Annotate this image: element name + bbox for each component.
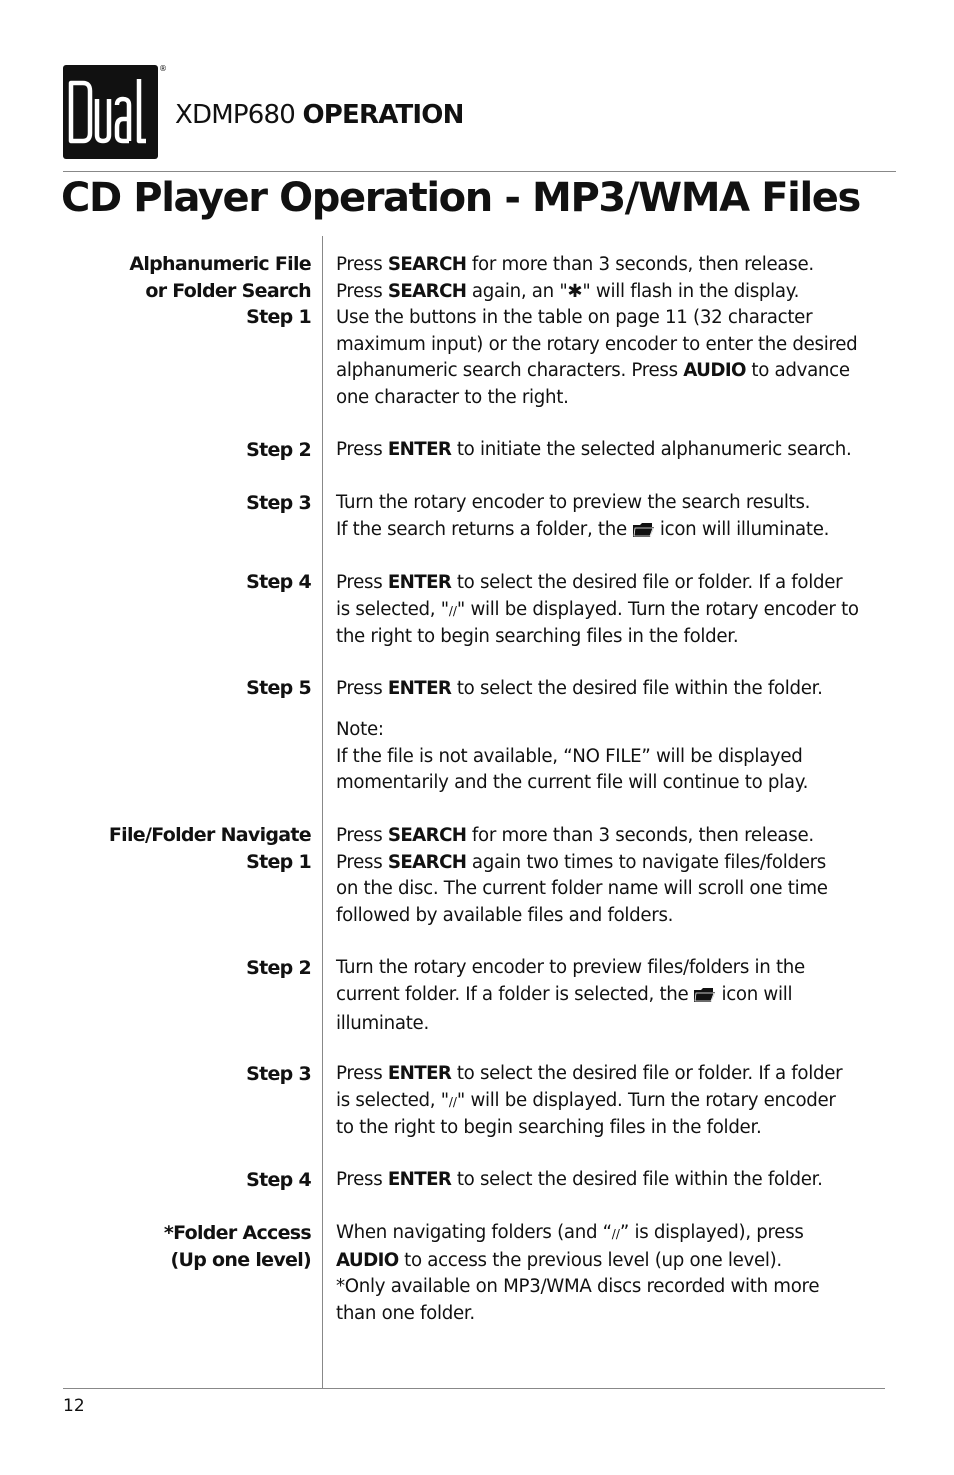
keyword-enter: ENTER	[387, 572, 452, 593]
text-alphanumeric-step-4	[336, 570, 884, 651]
registered-mark: ®	[159, 64, 167, 73]
text-fragment: Press	[336, 1063, 383, 1084]
label-nav-step-2: Step 2	[246, 957, 311, 979]
text-line: Turn the rotary encoder to preview files/folders in the	[336, 957, 805, 978]
label-line: (Up one level)	[170, 1248, 311, 1271]
text-note	[336, 717, 884, 797]
keyword-search: SEARCH	[387, 825, 467, 846]
text-fragment: again, an "	[471, 280, 568, 302]
text-fragment: ” is displayed), press	[619, 1222, 804, 1243]
text-line	[336, 1167, 884, 1194]
text-line: on the disc. The current folder name will scroll one time	[336, 878, 828, 899]
label-file-folder-navigate	[109, 822, 311, 875]
keyword-enter: ENTER	[387, 1169, 452, 1190]
text-fragment: current folder. If a folder is selected, the	[336, 983, 689, 1005]
label-nav-step-3: Step 3	[246, 1063, 311, 1085]
text-line	[336, 1220, 884, 1248]
text-line	[336, 252, 884, 279]
text-line	[336, 437, 884, 464]
text-fragment: icon will illuminate.	[659, 518, 830, 540]
folder-separator-symbol: //	[448, 1094, 457, 1109]
text-fragment: is selected, "	[336, 598, 449, 620]
label-alphanumeric-search	[129, 251, 311, 331]
keyword-enter: ENTER	[387, 678, 452, 699]
text-fragment: to select the desired file within the folder.	[456, 1169, 823, 1190]
label-step-2: Step 2	[246, 439, 311, 461]
text-alphanumeric-step-3	[336, 490, 884, 546]
label-nav-step-4: Step 4	[246, 1169, 311, 1191]
text-fragment: for more than 3 seconds, then release.	[471, 825, 814, 846]
text-fragment: Press	[336, 439, 383, 460]
text-line: If the file is not available, “NO FILE” will be displayed	[336, 745, 803, 767]
text-line: momentarily and the current file will continue to play.	[336, 772, 809, 793]
text-line: *Only available on MP3/WMA discs recorded with more	[336, 1276, 820, 1297]
keyword-audio: AUDIO	[683, 360, 746, 381]
text-line: maximum input) or the rotary encoder to enter the desired	[336, 333, 858, 355]
text-fragment: to advance	[751, 360, 850, 381]
text-alphanumeric-step-1	[336, 252, 884, 411]
keyword-enter: ENTER	[387, 1063, 452, 1084]
text-navigate-step-1	[336, 823, 884, 929]
text-fragment: " will be displayed. Turn the rotary encoder to	[456, 598, 859, 620]
text-line	[336, 358, 884, 385]
text-line	[336, 982, 884, 1012]
text-line	[336, 676, 884, 703]
column-divider	[322, 236, 323, 1388]
text-line: one character to the right.	[336, 386, 569, 408]
text-fragment: " will be displayed. Turn the rotary encoder	[456, 1089, 836, 1111]
label-line: Alphanumeric File	[129, 253, 311, 275]
folder-separator-symbol: //	[448, 603, 457, 618]
text-alphanumeric-step-5	[336, 676, 884, 703]
asterisk-symbol: ✱	[567, 280, 583, 302]
text-line	[336, 597, 884, 625]
text-line	[336, 517, 884, 547]
text-folder-access	[336, 1220, 884, 1327]
page-number: 12	[63, 1396, 85, 1416]
footer-divider	[63, 1388, 885, 1389]
text-fragment: Press	[336, 254, 383, 275]
text-line: Turn the rotary encoder to preview the search results.	[336, 492, 811, 513]
label-step-3: Step 3	[246, 492, 311, 514]
text-line	[336, 570, 884, 597]
text-fragment: again two times to navigate files/folders	[471, 851, 826, 873]
text-fragment: Press	[336, 280, 383, 302]
keyword-search: SEARCH	[387, 280, 467, 302]
keyword-audio: AUDIO	[336, 1249, 399, 1271]
text-fragment: for more than 3 seconds, then release.	[471, 254, 814, 275]
text-line	[336, 1248, 884, 1275]
text-fragment: to initiate the selected alphanumeric search.	[456, 439, 852, 460]
text-fragment: Press	[336, 1169, 383, 1190]
dual-logo-mark	[63, 65, 158, 159]
model-number: XDMP680	[175, 100, 295, 130]
section-name: OPERATION	[302, 100, 464, 130]
text-fragment: " will flash in the display.	[582, 280, 800, 302]
text-line: than one folder.	[336, 1302, 475, 1324]
text-line: Use the buttons in the table on page 11 (32 character	[336, 307, 813, 328]
text-line: to the right to begin searching files in the folder.	[336, 1117, 762, 1138]
label-line: *Folder Access	[163, 1222, 311, 1244]
text-navigate-step-3	[336, 1061, 884, 1142]
text-line	[336, 1061, 884, 1088]
page-title: CD Player Operation - MP3/WMA Files	[61, 175, 860, 221]
label-folder-access	[164, 1220, 311, 1273]
text-fragment: When navigating folders (and “	[336, 1222, 612, 1243]
label-step-4: Step 4	[246, 571, 311, 593]
keyword-search: SEARCH	[387, 254, 467, 275]
label-line: or Folder Search	[145, 279, 311, 302]
text-navigate-step-2	[336, 955, 884, 1038]
keyword-enter: ENTER	[387, 439, 452, 460]
text-fragment: is selected, "	[336, 1089, 449, 1111]
keyword-search: SEARCH	[387, 851, 467, 873]
text-fragment: alphanumeric search characters. Press	[336, 360, 678, 381]
text-fragment: to select the desired file within the folder.	[456, 678, 823, 699]
text-fragment: Press	[336, 851, 383, 873]
label-line: Step 1	[246, 850, 311, 873]
text-fragment: If the search returns a folder, the	[336, 518, 627, 540]
text-fragment: Press	[336, 572, 383, 593]
folder-separator-symbol: //	[611, 1227, 620, 1241]
text-fragment: to select the desired file or folder. If a folder	[456, 572, 843, 593]
text-fragment: to select the desired file or folder. If a folder	[456, 1063, 843, 1084]
label-step-5: Step 5	[246, 677, 311, 699]
text-fragment: Press	[336, 825, 383, 846]
text-line: followed by available files and folders.	[336, 904, 674, 926]
text-navigate-step-4	[336, 1167, 884, 1194]
text-line	[336, 279, 884, 306]
note-title: Note:	[336, 719, 384, 740]
header-title	[175, 100, 464, 130]
text-line	[336, 823, 884, 850]
text-line	[336, 850, 884, 877]
text-line	[336, 1088, 884, 1116]
folder-icon	[632, 520, 654, 547]
dual-logo	[63, 65, 158, 159]
text-fragment: icon will	[721, 983, 793, 1005]
text-line: the right to begin searching files in the folder.	[336, 626, 739, 647]
text-fragment: Press	[336, 678, 383, 699]
text-alphanumeric-step-2	[336, 437, 884, 464]
label-line: Step 1	[246, 306, 311, 328]
folder-icon	[693, 985, 715, 1012]
text-fragment: to access the previous level (up one level).	[404, 1249, 782, 1271]
label-line: File/Folder Navigate	[108, 824, 311, 846]
text-line: illuminate.	[336, 1013, 429, 1034]
